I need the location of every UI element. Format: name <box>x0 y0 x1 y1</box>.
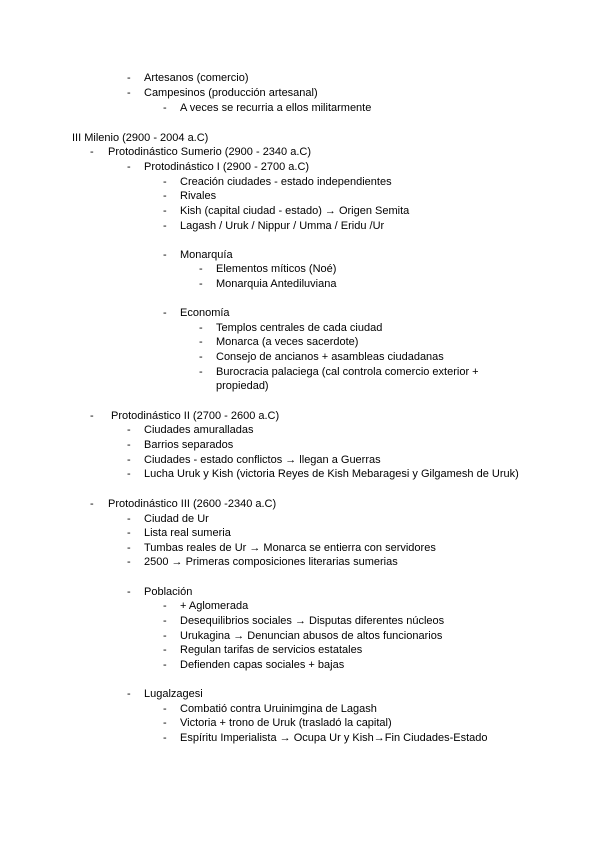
list-bullet: - <box>127 439 131 451</box>
list-bullet: - <box>199 336 203 348</box>
list-bullet: - <box>199 366 203 378</box>
list-bullet: - <box>163 659 167 671</box>
list-bullet: - <box>163 732 167 744</box>
list-bullet: - <box>163 205 167 217</box>
list-bullet: - <box>127 424 131 436</box>
list-item: Creación ciudades - estado independientes <box>180 176 392 188</box>
list-bullet: - <box>127 688 131 700</box>
list-item: Rivales <box>180 190 217 202</box>
list-bullet: - <box>163 176 167 188</box>
list-bullet: - <box>163 644 167 656</box>
list-item: Burocracia palaciega (cal controla comercio exterior + <box>216 366 479 378</box>
list-item-continuation: propiedad) <box>216 380 269 392</box>
list-item: Lagash / Uruk / Nippur / Umma / Eridu /Ur <box>180 220 385 232</box>
list-item: Urukagina → Denuncian abusos de altos funcionarios <box>180 630 443 642</box>
section-heading: III Milenio (2900 - 2004 a.C) <box>72 132 209 144</box>
list-item: 2500 → Primeras composiciones literarias sumerias <box>144 556 398 568</box>
list-item: Lugalzagesi <box>144 688 203 700</box>
list-item: Espíritu Imperialista → Ocupa Ur y Kish→Fin Ciudades-Estado <box>180 732 488 744</box>
list-item: Defienden capas sociales + bajas <box>180 659 345 671</box>
list-bullet: - <box>127 87 131 99</box>
list-bullet: - <box>127 586 131 598</box>
list-bullet: - <box>127 513 131 525</box>
list-item: Ciudades amuralladas <box>144 424 254 436</box>
list-bullet: - <box>163 615 167 627</box>
list-bullet: - <box>90 410 94 422</box>
list-item: Elementos míticos (Noé) <box>216 263 337 275</box>
list-item: Barrios separados <box>144 439 234 451</box>
list-bullet: - <box>163 307 167 319</box>
list-item: Regulan tarifas de servicios estatales <box>180 644 363 656</box>
list-bullet: - <box>163 703 167 715</box>
list-item: + Aglomerada <box>180 600 249 612</box>
list-bullet: - <box>199 322 203 334</box>
list-item: Kish (capital ciudad - estado) → Origen Semita <box>180 205 410 217</box>
list-item: Victoria + trono de Uruk (trasladó la capital) <box>180 717 392 729</box>
list-item: Campesinos (producción artesanal) <box>144 87 318 99</box>
list-bullet: - <box>163 600 167 612</box>
list-bullet: - <box>199 263 203 275</box>
list-item: Templos centrales de cada ciudad <box>216 322 383 334</box>
list-item: Monarquía <box>180 249 233 261</box>
list-item: Lista real sumeria <box>144 527 231 539</box>
list-item: Ciudades - estado conflictos → llegan a Guerras <box>144 454 381 466</box>
list-item: Monarca (a veces sacerdote) <box>216 336 359 348</box>
list-item: Ciudad de Ur <box>144 513 209 525</box>
list-item: Economía <box>180 307 230 319</box>
list-bullet: - <box>127 161 131 173</box>
list-item: Protodinástico Sumerio (2900 - 2340 a.C) <box>108 146 311 158</box>
list-bullet: - <box>127 468 131 480</box>
list-bullet: - <box>90 146 94 158</box>
list-bullet: - <box>127 556 131 568</box>
list-item: Artesanos (comercio) <box>144 72 249 84</box>
list-item: Población <box>144 586 193 598</box>
list-item: Monarquia Antediluviana <box>216 278 337 290</box>
list-item: Consejo de ancianos + asambleas ciudadanas <box>216 351 444 363</box>
list-item: Protodinástico II (2700 - 2600 a.C) <box>111 410 280 422</box>
list-bullet: - <box>127 454 131 466</box>
list-bullet: - <box>199 351 203 363</box>
list-bullet: - <box>163 220 167 232</box>
list-item: Desequilibrios sociales → Disputas diferentes núcleos <box>180 615 445 627</box>
list-item: Protodinástico I (2900 - 2700 a.C) <box>144 161 310 173</box>
list-bullet: - <box>127 72 131 84</box>
list-bullet: - <box>163 630 167 642</box>
list-item: Protodinástico III (2600 -2340 a.C) <box>108 498 277 510</box>
list-bullet: - <box>163 190 167 202</box>
list-bullet: - <box>163 717 167 729</box>
list-item: A veces se recurria a ellos militarmente <box>180 102 372 114</box>
list-bullet: - <box>163 102 167 114</box>
list-bullet: - <box>163 249 167 261</box>
list-item: Combatió contra Uruinimgina de Lagash <box>180 703 377 715</box>
list-item: Lucha Uruk y Kish (victoria Reyes de Kish Mebaragesi y Gilgamesh de Uruk) <box>144 468 519 480</box>
list-bullet: - <box>199 278 203 290</box>
list-bullet: - <box>127 527 131 539</box>
list-bullet: - <box>90 498 94 510</box>
list-item: Tumbas reales de Ur → Monarca se entierra con servidores <box>144 542 436 554</box>
list-bullet: - <box>127 542 131 554</box>
